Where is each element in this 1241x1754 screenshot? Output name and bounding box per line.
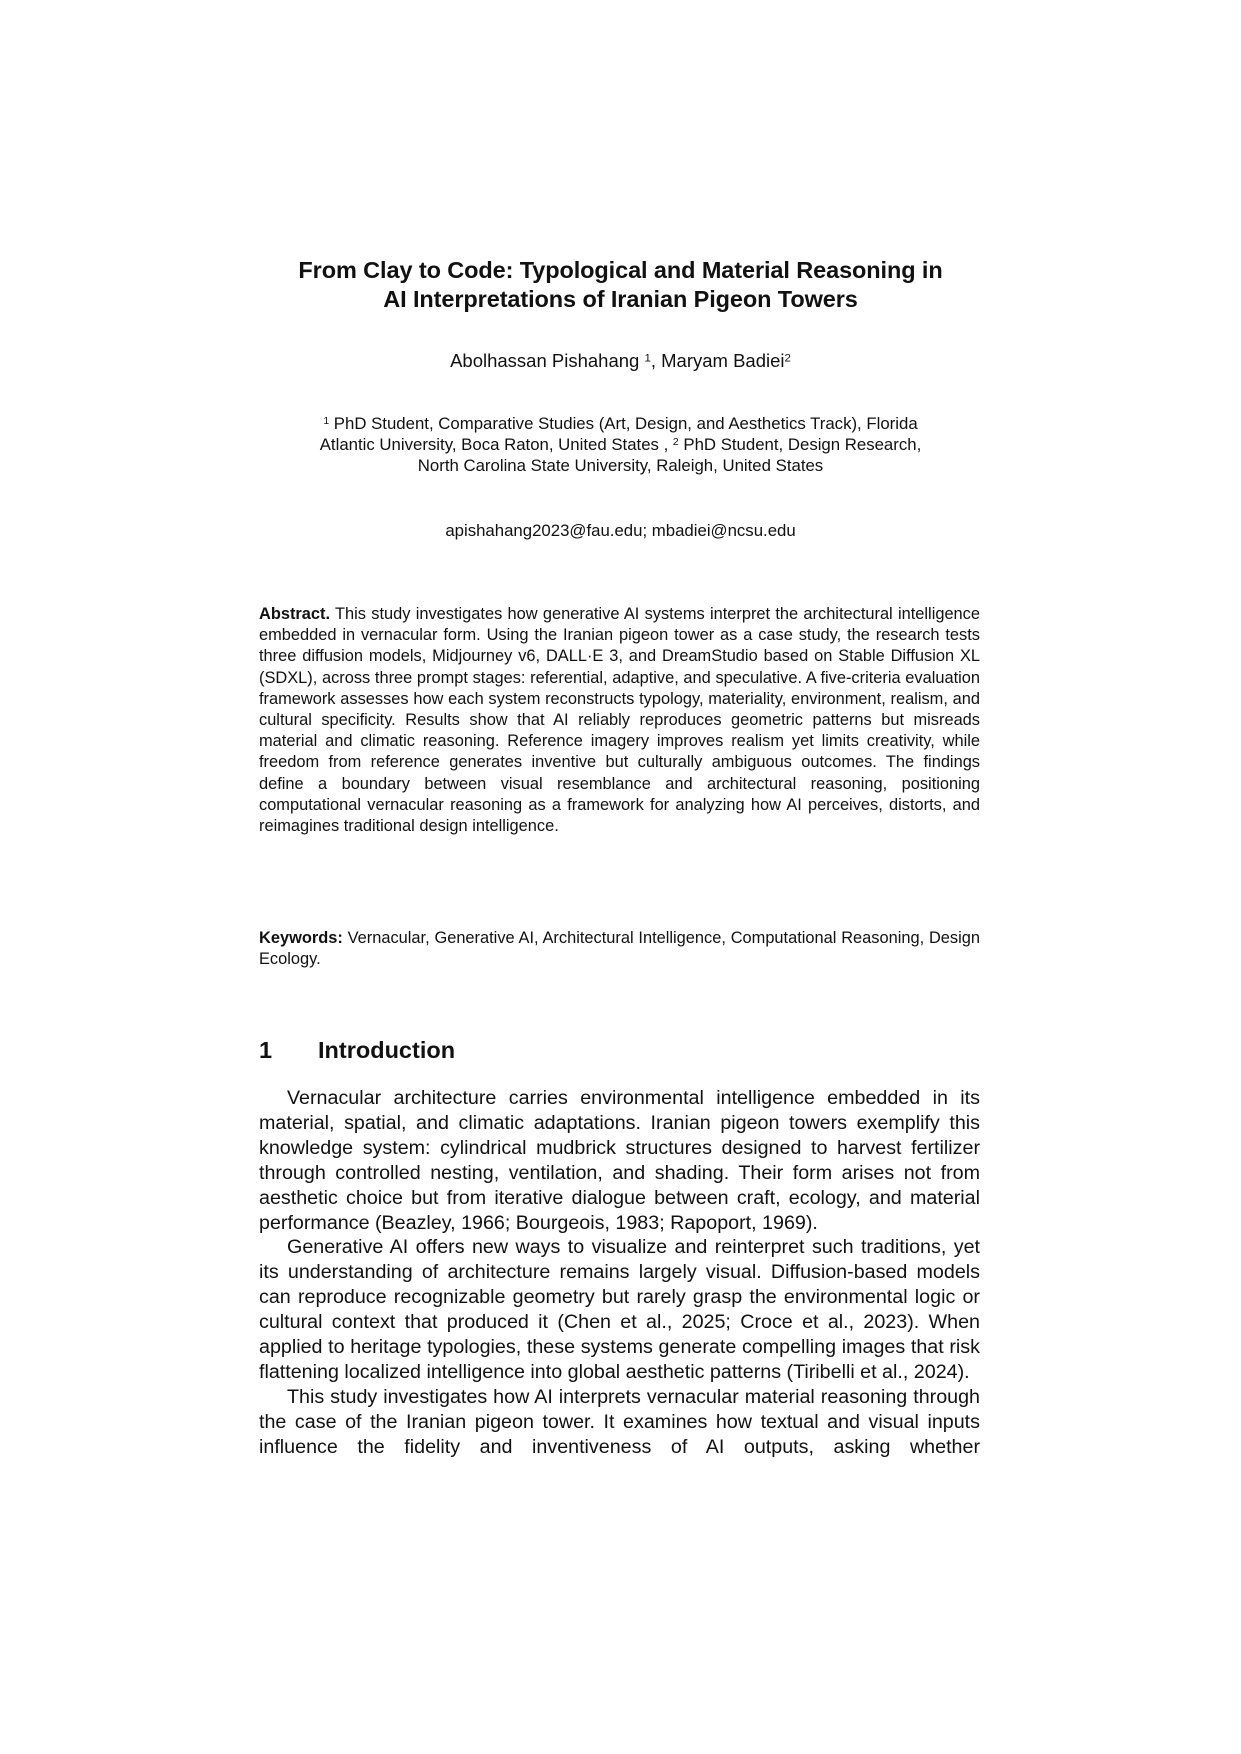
section-heading-introduction bbox=[259, 1036, 455, 1064]
abstract-text: This study investigates how generative AI systems interpret the architectural intelligence embedded in vernacular form. Using the Iranian pigeon tower as a case study, the research tests three diffusion models, Midjourney v6, DALL·E 3, and DreamStudio based on Stable Diffusion XL (SDXL), across three prompt stages: referential, adaptive, and speculative. A five-criteria evaluation framework assesses how each system reconstructs typology, materiality, environment, realism, and cultural specificity. Results show that AI reliably reproduces geometric patterns but misreads material and climatic reasoning. Reference imagery improves realism yet limits creativity, while freedom from reference generates inventive but culturally ambiguous outcomes. The findings define a boundary between visual resemblance and architectural reasoning, positioning computational vernacular reasoning as a framework for analyzing how AI perceives, distorts, and reimagines traditional design intelligence. bbox=[259, 605, 980, 836]
affiliation-text: Atlantic University, Boca Raton, United States , bbox=[319, 435, 673, 454]
author-name: Maryam Badiei bbox=[661, 350, 785, 371]
section-title: Introduction bbox=[318, 1037, 456, 1063]
keywords-text: Vernacular, Generative AI, Architectural Intelligence, Computational Reasoning, Design Ecology. bbox=[259, 929, 980, 969]
section-number: 1 bbox=[259, 1037, 273, 1063]
affiliation-text: PhD Student, Design Research, bbox=[678, 435, 922, 454]
affiliation-line-2 bbox=[0, 434, 1241, 455]
affiliation-text: PhD Student, Comparative Studies (Art, Design, and Aesthetics Track), Florida bbox=[329, 414, 918, 433]
paragraph: This study investigates how AI interprets vernacular material reasoning through the case of the Iranian pigeon tower. It examines how textual and visual inputs influence the fidelity and inventiveness of AI outputs, asking whether bbox=[259, 1385, 980, 1458]
affiliation-mark: 2 bbox=[784, 352, 791, 365]
paragraph: Vernacular architecture carries environmental intelligence embedded in its material, spatial, and climatic adaptations. Iranian pigeon towers exemplify this knowledge system: cylindrical mudbrick structures designed to harvest fertilizer through controlled nesting, ventilation, and shading. Their form arises not from aesthetic choice but from iterative dialogue between craft, ecology, and material performance (Beazley, 1966; Bourgeois, 1983; Rapoport, 1969). bbox=[259, 1087, 980, 1234]
author-list bbox=[0, 350, 1241, 372]
affiliation-mark: 1 bbox=[644, 352, 651, 365]
paragraph: Generative AI offers new ways to visualize and reinterpret such traditions, yet its understanding of architecture remains largely visual. Diffusion-based models can reproduce recognizable geometry but rarely grasp the environmental logic or cultural context that produced it (Chen et al., 2025; Croce et al., 2023). When applied to heritage typologies, these systems generate compelling images that risk flattening localized intelligence into global aesthetic patterns (Tiribelli et al., 2024). bbox=[259, 1236, 980, 1383]
affiliation-mark: 2 bbox=[672, 436, 679, 448]
author-emails: apishahang2023@fau.edu; mbadiei@ncsu.edu bbox=[445, 521, 796, 540]
title-line-1: From Clay to Code: Typological and Material Reasoning in bbox=[298, 257, 943, 283]
abstract-label: Abstract. bbox=[259, 605, 331, 623]
introduction-body bbox=[259, 1086, 980, 1460]
abstract bbox=[259, 604, 980, 837]
title-line-2: AI Interpretations of Iranian Pigeon Towers bbox=[383, 286, 858, 312]
author-separator: , bbox=[650, 350, 662, 371]
keywords bbox=[259, 928, 980, 970]
author-name: Abolhassan Pishahang bbox=[450, 350, 640, 371]
paper-title bbox=[0, 256, 1241, 314]
affiliation-line-3: North Carolina State University, Raleigh, United States bbox=[417, 456, 824, 475]
affiliation-mark: 1 bbox=[323, 415, 330, 427]
affiliations bbox=[0, 413, 1241, 476]
affiliation-line-1 bbox=[0, 413, 1241, 434]
keywords-label: Keywords: bbox=[259, 929, 343, 947]
